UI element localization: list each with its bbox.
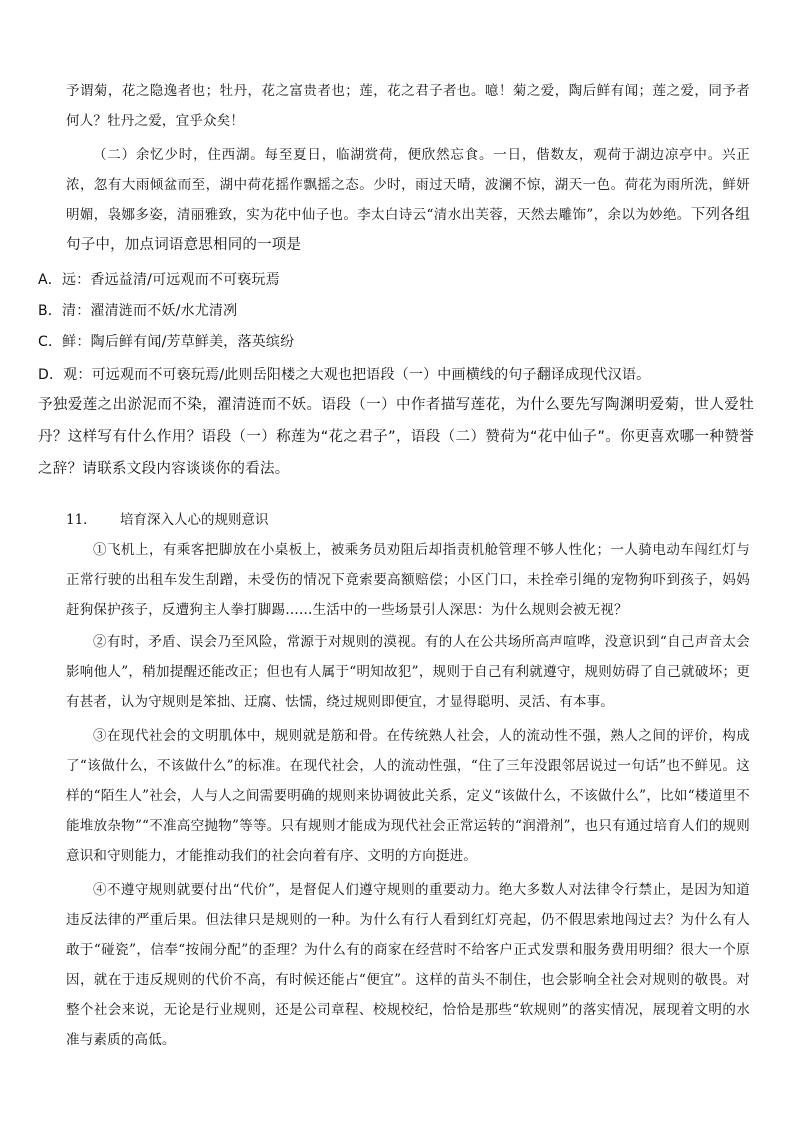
- question-11-heading: [66, 508, 269, 532]
- option-d: D．观：可远观而不可亵玩焉/此则岳阳楼之大观也把语段（一）中画横线的句子翻译成现代汉语。: [38, 367, 651, 383]
- follow-up-question: 予独爱莲之出淤泥而不染，濯清涟而不妖。语段（一）中作者描写莲花，为什么要先写陶渊明爱菊，世人爱牡丹？这样写有什么作用？语段（一）称莲为“花之君子”，语段（二）赞荷为“花中仙子”。你更喜欢哪一种赞誉之辞？请联系文段内容谈谈你的看法。: [38, 397, 754, 477]
- passage-two-text: （二）余忆少时，住西湖。每至夏日，临湖赏荷，便欣然忘食。一日，偕数友，观荷于湖边凉亭中。兴正浓，忽有大雨倾盆而至，湖中荷花摇作飘摇之态。少时，雨过天晴，波澜不惊，湖天一色。荷花为雨所洗，鲜妍明媚，袅娜多姿，清丽雅致，实为花中仙子也。李太白诗云“清水出芙蓉，天然去雕饰”，余以为妙绝。: [66, 147, 750, 223]
- article-title: 培育深入人心的规则意识: [120, 512, 269, 528]
- option-b: B．清：濯清涟而不妖/水尤清冽: [38, 303, 238, 319]
- paragraph-2: ②有时，矛盾、误会乃至风险，常源于对规则的漠视。有的人在公共场所高声喧哗，没意识到“自己声音太会影响他人”，稍加提醒还能改正；但也有人属于“明知故犯”，规则于自己有利就遵守，规则妨碍了自己就破坏；更有甚者，认为守规则是笨拙、迂腐、怯懦，绕过规则即便宜，才显得聪明、灵活、有本事。: [66, 634, 751, 710]
- option-a: A．远：香远益清/可远观而不可亵玩焉: [38, 272, 280, 288]
- passage-two-with-question: [66, 140, 750, 260]
- passage-one-ending: 予谓菊，花之隐逸者也；牡丹，花之富贵者也；莲，花之君子者也。噫！菊之爱，陶后鲜有闻；莲之爱，同予者何人？牡丹之爱，宜乎众矣！: [66, 83, 750, 129]
- question-number: 11．: [66, 512, 97, 528]
- question-stem: 下列各组句子中，加点词语意思相同的一项是: [66, 207, 750, 253]
- paragraph-3: ③在现代社会的文明肌体中，规则就是筋和骨。在传统熟人社会，人的流动性不强，熟人之间的评价，构成了“该做什么，不该做什么”的标准。在现代社会，人的流动性强，“住了三年没跟邻居说过一句话”也不鲜见。这样的“陌生人”社会，人与人之间需要明确的规则来协调彼此关系，定义“该做什么，不该做什么”，比如“楼道里不能堆放杂物”“不准高空抛物”等等。只有规则才能成为现代社会正常运转的“润滑剂”，也只有通过培育人们的规则意识和守则能力，才能推动我们的社会向着有序、文明的方向挺进。: [66, 728, 750, 864]
- option-c: C．鲜：陶后鲜有闻/芳草鲜美，落英缤纷: [38, 334, 295, 350]
- paragraph-1: ①飞机上，有乘客把脚放在小桌板上，被乘务员劝阻后却指责机舱管理不够人性化；一人骑电动车闯红灯与正常行驶的出租车发生刮蹭，未受伤的情况下竟索要高额赔偿；小区门口，未拴牵引绳的宠物狗吓到孩子，妈妈赶狗保护孩子，反遭狗主人拳打脚踢……生活中的一些场景引人深思：为什么规则会被无视？: [66, 542, 750, 618]
- paragraph-4: ④不遵守规则就要付出“代价”，是督促人们遵守规则的重要动力。绝大多数人对法律令行禁止，是因为知道违反法律的严重后果。但法律只是规则的一种。为什么有行人看到红灯亮起，仍不假思索地闯过去？为什么有人敢于“碰瓷”，信奉“按闹分配”的歪理？为什么有的商家在经营时不给客户正式发票和服务费用明细？很大一个原因，就在于违反规则的代价不高，有时候还能占“便宜”。这样的苗头不制住，也会影响全社会对规则的敬畏。对整个社会来说，无论是行业规则，还是公司章程、校规校纪，恰恰是那些“软规则”的落实情况，展现着文明的水准与素质的高低。: [66, 882, 750, 1048]
